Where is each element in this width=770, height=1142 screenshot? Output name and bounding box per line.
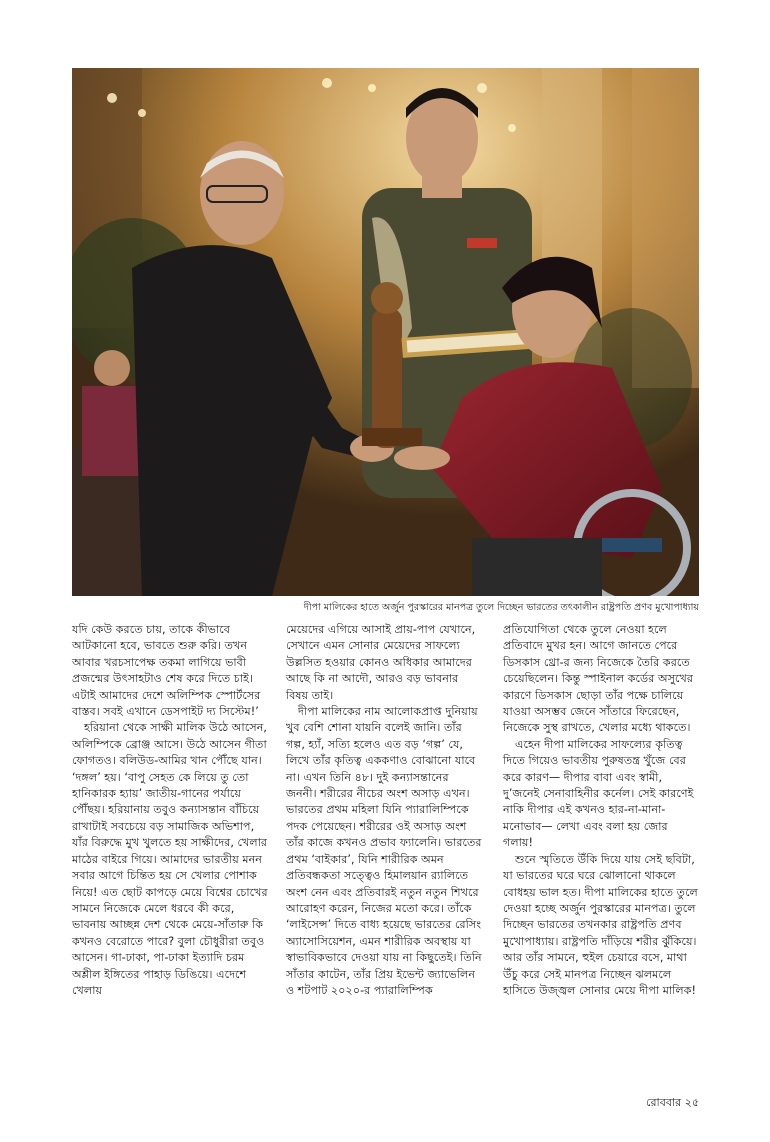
paragraph: মেয়েদের এগিয়ে আসাই প্রায়-পাপ যেখানে, সেখানে এমন সোনার মেয়েদের সাফল্যে উল্লসিত হওয়ার কোনও অধিকার আমাদের আছে কি না আদৌ, আরও বড় ভাবনার বিষয় তাই। [286, 623, 476, 702]
page-footer: রোববার ২৫ [646, 1096, 699, 1109]
paragraph: শুনে স্মৃতিতে উঁকি দিয়ে যায় সেই ছবিটা, যা ভারতের ঘরে ঘরে ঝোলানো থাকলে বোধহয় ভাল হত। দীপা মালিকের হাতে তুলে দেওয়া হচ্ছে অর্জুন পুরস্কারের মানপত্র। তুলে দিচ্ছেন ভারতের তখনকার রাষ্ট্রপতি প্রণব মুখোপাধ্যায়। রাষ্ট্রপতি দাঁড়িয়ে শরীর ঝুঁকিয়ে। আর তাঁর সামনে, হুইল চেয়ারে বসে, মাথা উঁচু করে সেই মানপত্র নিচ্ছেন ঝলমলে হাসিতে উজ্জ্বল সোনার মেয়ে দীপা মালিক! [503, 852, 698, 997]
paragraph: যদি কেউ করতে চায়, তাকে কীভাবে আটকানো হবে, ভাবতে শুরু করি। তখন আবার খরচসাপেক্ষ তকমা লাগিয়ে ভাবী প্রজন্মের উৎসাহটাও শেষ করে দিতে চাই। এটাই আমাদের দেশে অলিম্পিক স্পোর্টসের বাস্তব। সবই এখানে ডেসপাইট দ্য সিস্টেম!’ [72, 623, 261, 719]
paragraph: হরিয়ানা থেকে সাক্ষী মালিক উঠে আসেন, অলিম্পিকে ব্রোঞ্জ আসে। উঠে আসেন গীতা ফোগতও। বলিউড-আমির খান পৌঁছে যান। ‘দঙ্গল’ হয়। ‘বাপু সেহত কে লিয়ে তু তো হানিকারক হ্যায়’ জাতীয়-গানের পর্যায়ে পৌঁছয়। হরিয়ানায় তবুও কন্যাসন্তান বাঁচিয়ে রাখাটাই সবচেয়ে বড় সামাজিক অভিশাপ, যাঁর বিরুদ্ধে মুখ খুলতে হয় সাক্ষীদের, খেলার মাঠের বাইরে গিয়ে। আমাদের ভারতীয় মনন সবার আগে চিন্তিত হয় সে খেলার পোশাক নিয়ে! এত ছোট কাপড়ে মেয়ে বিশ্বের চোখের সামনে নিজেকে মেলে ধরবে কী করে, ভাবনায় আচ্ছন্ন দেশ থেকে মেয়ে-সাঁতারু কি কখনও বেরোতে পারে? বুলা চৌধুরীরা তবুও আসেন। গা-ঢাকা, পা-ঢাকা ইত্যাদি চরম অশ্লীল ইঙ্গিতের পাহাড় ডিঙিয়ে। এদেশে খেলায় [72, 721, 268, 997]
paragraph: দীপা মালিকের নাম আলোকপ্রাপ্ত দুনিয়ায় খুব বেশি শোনা যায়নি বলেই জানি। তাঁর গল্প, হ্যাঁ, সত্যি হলেও এত বড় ‘গল্প’ যে, লিখে তাঁর কৃতিত্ব এককণাও বোঝানো যাবে না। এখন তিনি ৪৮। দুই কন্যাসন্তানের জননী। শরীরের নীচের অংশ অসাড় এখন। ভারতের প্রথম মহিলা যিনি প্যারালিম্পিকে পদক পেয়েছেন। শরীরের ওই অসাড় অংশ তাঁর কাজে কখনও প্রভাব ফ্যালেনি। ভারতের প্রথম ‘বাইকার’, যিনি শারীরিক অমন প্রতিবন্ধকতা সত্ত্বেও হিমালয়ান র‍্যালিতে অংশ নেন এবং প্রতিবারই নতুন নতুন শিখরে আরোহণ করেন, নিজের মতো করে। তাঁকে ‘লাইসেন্স’ দিতে বাধ্য হয়েছে ভারতের রেসিং অ্যাসোসিয়েশন, এমন শারীরিক অবস্থায় যা স্বাভাবিকভাবে দেওয়া যায় না কিছুতেই। তিনি সাঁতার কাটেন, তাঁর প্রিয় ইভেন্ট জ্যাভেলিন ও শটপাট ২০২০-র প্যারালিম্পিক [286, 705, 482, 997]
paragraph: প্রতিযোগিতা থেকে তুলে নেওয়া হলে প্রতিবাদে মুখর হন। আগে জানতে পেরে ডিসকাস থ্রো-র জন্য নিজেকে তৈরি করতে চেয়েছিলেন। কিন্তু স্পাইনাল কর্ডের অসুখের কারণে ডিসকাস ছোড়া তাঁর পক্ষে চালিয়ে যাওয়া অসম্ভব জেনে সাঁতারে ফিরেছেন, নিজেকে সুস্থ রাখতে, খেলার মধ্যে থাকতে। [503, 623, 694, 735]
photo-caption: দীপা মালিকের হাতে অর্জুন পুরস্কারের মানপত্র তুলে দিচ্ছেন ভারতের তৎকালীন রাষ্ট্রপতি প্রণব মুখোপাধ্যায় [303, 602, 699, 613]
photo-illustration [72, 68, 699, 596]
award-ceremony-photo [72, 68, 699, 596]
text-column-1 [72, 622, 268, 999]
text-column-3 [503, 622, 699, 999]
paragraph: এহেন দীপা মালিকের সাফল্যের কৃতিত্ব দিতে গিয়েও ভাবতীয় পুরুষতন্ত্র খুঁজে বের করে কারণ— দীপার বাবা এবং স্বামী, দু’জনেই সেনাবাহিনীর কর্নেল। সেই কারণেই নাকি দীপার এই কখনও হার-না-মানা-মনোভাব— লেখা এবং বলা হয় জোর গলায়! [503, 737, 694, 850]
text-column-2 [286, 622, 482, 999]
